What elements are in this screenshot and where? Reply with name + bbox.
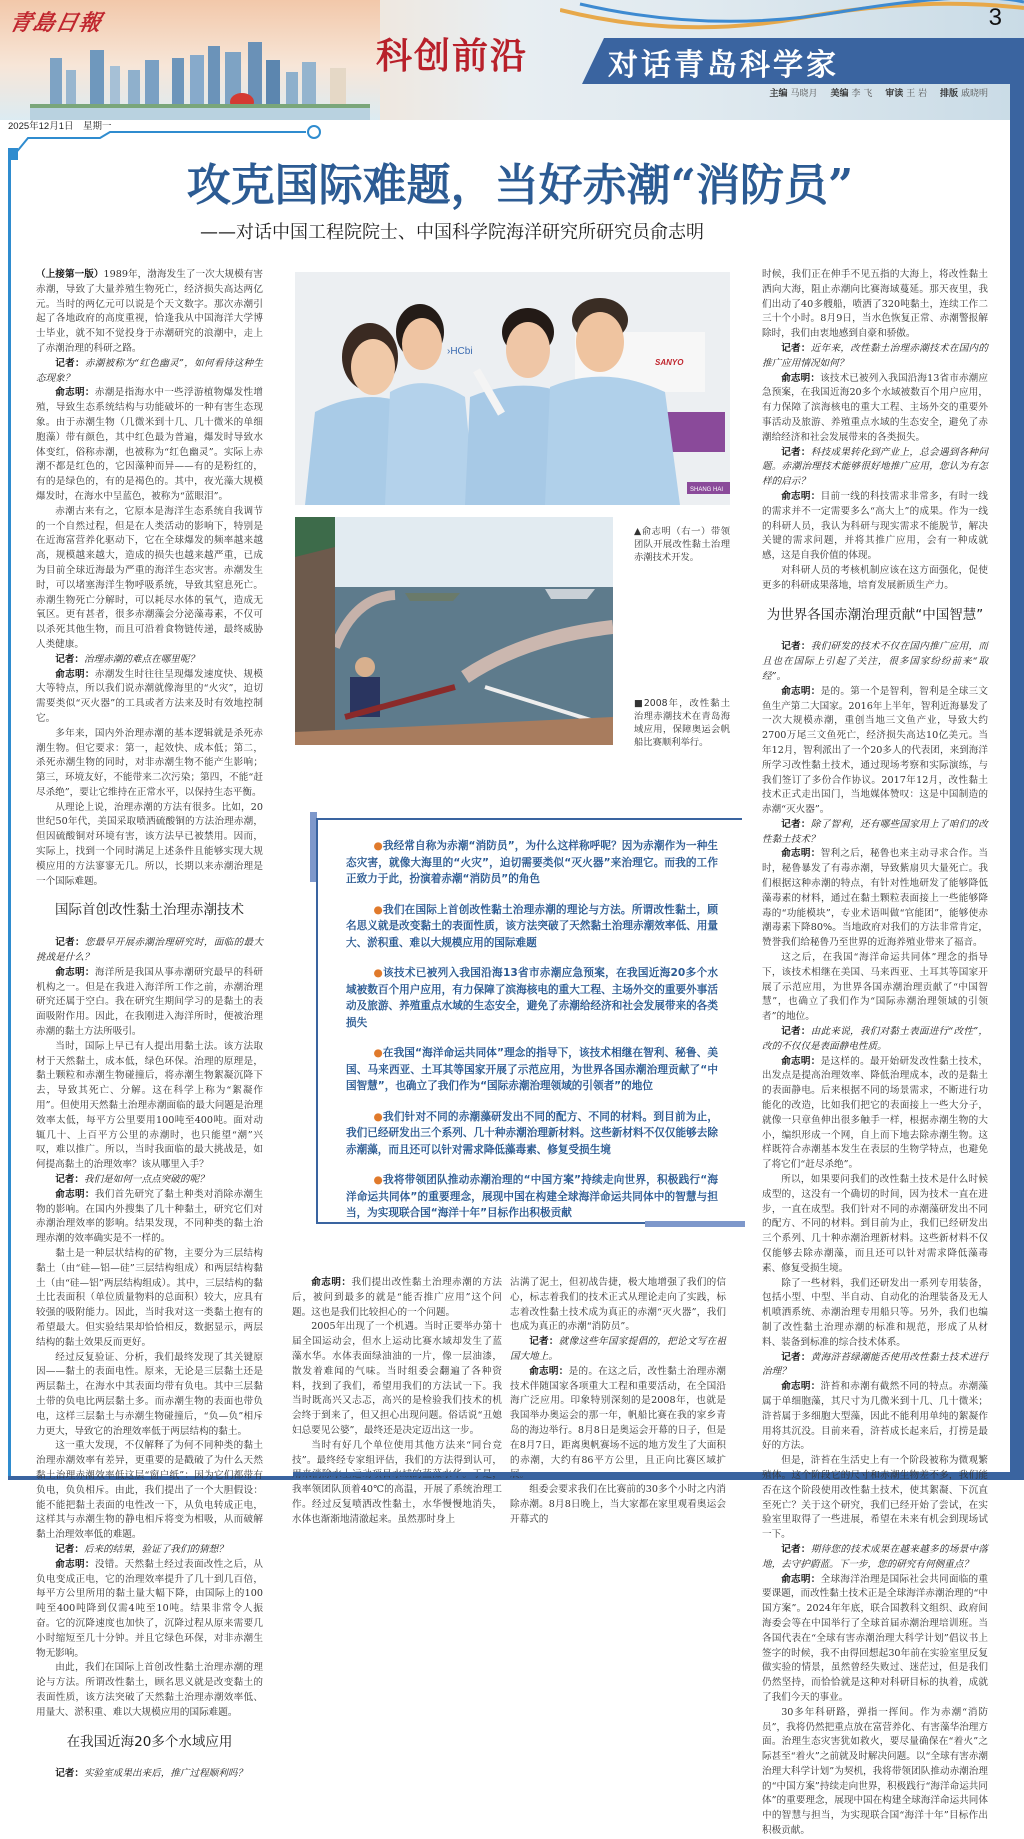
answer — [762, 490, 988, 564]
paragraph: 这一重大发现，不仅解释了为何不同种类的黏土治理赤潮效率有差异，更重要的是戳破了为什么天然黏土治理赤潮效率低这层“窗户纸”：因为它们都带有负电，负负相斥。由此，我们提出了一个大胆假设：能不能把黏土表面的电性改一下，从负电转成正电，这样其与赤潮生物的静电相斥将变为相吸，从而破解黏土治理效率低的难题。 — [36, 1440, 263, 1541]
answer-text: 海洋所是我国从事赤潮研究最早的科研机构之一。但是在我进入海洋所工作之前，赤潮治理研究还属于空白。我在研究生期间学习的是黏土的表面吸附作用。因此，在我刚进入海洋所时，便被治理赤潮的黏土方法所吸引。 — [36, 966, 264, 1038]
reporter-question — [36, 1767, 263, 1782]
pullquote-item — [346, 1172, 718, 1222]
paragraph: 2005年出现了一个机遇。当时正要举办第十届全国运动会，但水上运动比赛水域却发生了蓝藻水华。水体表面绿油油的一片，像一层油漆，散发着难闻的气味。当时组委会翻遍了各种资料，找到了我们，希望用我们的方法试一下。我当时既高兴又忐忑，高兴的是检验我们技术的机会终于到来了，但又担心出现问题。俗话说“丑媳妇总要见公婆”，最终还是决定迈出这一步。 — [292, 1321, 502, 1436]
answer-text: 是这样的。最开始研发改性黏土技术，出发点是提高治理效率、降低治理成本，改的是黏土的表面静电。后来根据不同的场景需求，不断进行功能化的改造，比如我们把它的表面接上一些大分子，就像一只章鱼伸出很多触手一样，根据赤潮生物的大小，编织形成一个网，自上而下地去除赤潮生物。这样既符合赤潮基本发生在表层的生物学特点，也避免了将它们“赶尽杀绝”。 — [762, 1055, 989, 1171]
answer-text: 没错。天然黏土经过表面改性之后，从负电变成正电，它的治理效率提升了几十到几百倍，每平方公里所用的黏土量大幅下降，由国际上的100吨至400吨降到仅需4吨至10吨。结果非常令人振奋。它的沉降速度也加快了，沉降过程从原来需要几小时缩短至几十分钟。并且它绿色环保，对非赤潮生物无影响。 — [36, 1558, 264, 1659]
pullquote-text: 该技术已被列入我国沿海13省市赤潮应急预案，在我国近海20多个水域被数百个用户应用，有力保障了滨海核电的重大工程、主场外交的重要外事活动及旅游、养殖重点水域的生态安全，避免了赤潮给经济和社会发展带来的各类损失 — [346, 967, 718, 1029]
reporter-question — [36, 1543, 263, 1558]
answer-text: 我们首先研究了黏土种类对消除赤潮生物的影响。在国内外搜集了几十种黏土，研究它们对赤潮治理效率的影响。结果发现，不同种类的黏土治理赤潮的效率确实是不一样的。 — [36, 1188, 264, 1245]
left-page-border — [8, 150, 11, 1477]
boat-spraying-photo — [295, 517, 613, 745]
paragraph: 沾满了泥土，但初战告捷，极大地增强了我们的信心，标志着我们的技术正式从理论走向了实践，标志着改性黏土技术成为真正的赤潮“灭火器”，我们也成为真正的赤潮“消防员”。 — [510, 1277, 726, 1333]
reporter-label: 记者： — [55, 1543, 84, 1555]
pullquote-item — [346, 838, 718, 888]
answer — [762, 372, 988, 446]
reporter-question — [762, 342, 988, 372]
interviewee-label: 俞志明： — [55, 668, 95, 680]
question-text: 赤潮被称为“红色幽灵”，如何看待这种生态现象？ — [36, 357, 263, 384]
answer — [762, 847, 988, 951]
reporter-question — [762, 446, 988, 490]
paragraph: 黏土是一种层状结构的矿物，主要分为三层结构黏土（由“硅—铝—硅”三层结构组成）和两层结构黏土（由“硅—铝”两层结构组成）。其中，三层结构的黏土比表面积（单位质量物料的总面积）较大，应具有较强的吸附能力。因此，当时我对这一类黏土抱有的希望最大。但实验结果却恰恰相反，数据显示，两层结构的黏土效果反而更好。 — [36, 1248, 263, 1348]
question-text: 由此来说，我们对黏土表面进行“改性”，改的不仅仅是表面静电性质。 — [762, 1026, 988, 1052]
reporter-label: 记者： — [55, 653, 84, 665]
interviewee-label: 俞志明： — [781, 372, 821, 384]
pullquote-text: 我们针对不同的赤潮藻研发出不同的配方、不同的材料。到目前为止，我们已经研发出三个系列、几十种赤潮治理新材料。这些新材料不仅仅能够去除赤潮藻，而且还可以针对需求降低藻毒素、修复受损生境 — [346, 1110, 718, 1156]
paragraph — [36, 268, 263, 357]
answer-text: 全球海洋治理是国际社会共同面临的重要课题，而改性黏土技术正是全球海洋赤潮治理的“中国方案”。2024年年底，联合国教科文组织、政府间海委会等在中国举行了全球首届赤潮治理培训班。当各国代表在“全球有害赤潮治理大科学计划”倡议书上签字的时候，我不由得回想起30年前在实验室里反复做实验的情景，虽然曾经失败过、迷茫过，但是我们仍然坚持，而恰恰就是这种对科研目标的执着，成就了我们今天的事业。 — [762, 1573, 989, 1703]
reporter-label: 记者： — [781, 1026, 811, 1038]
lab-scene-illustration — [295, 272, 730, 505]
section-subtitle: 对话青岛科学家 — [608, 48, 839, 83]
paragraph: 时候，我们正在伸手不见五指的大海上，将改性黏土洒向大海，阻止赤潮向比赛海域蔓延。那天夜里，我们出动了40多艘船，喷洒了320吨黏土，连续工作二三十个小时。8月9日，当水色恢复正常、赤潮警报解除时，我们由衷地感到自豪和骄傲。 — [762, 269, 988, 340]
interviewee-label: 俞志明： — [781, 1573, 821, 1585]
question-text: 期待您的技术成果在越来越多的场景中落地，去守护蔚蓝。下一步，您的研究有何侧重点？ — [762, 1543, 989, 1570]
section-heading: 在我国近海20多个水域应用 — [66, 1733, 233, 1750]
interviewee-label: 俞志明： — [781, 1055, 821, 1067]
interviewee-label: 俞志明： — [781, 848, 821, 860]
reporter-question — [36, 357, 263, 387]
reporter-question — [762, 1351, 988, 1381]
pullquote-text: 我经常自称为赤潮“消防员”，为什么这样称呼呢？因为赤潮作为一种生态灾害，就像大海里的“火灾”，迫切需要类似“灭火器”来治理它。而我的工作正致力于此，扮演着赤潮“消防员”的角色 — [346, 840, 718, 885]
credit-name: 王 岩 — [906, 89, 928, 99]
pullquote-item — [346, 1045, 718, 1095]
answer — [510, 1365, 726, 1483]
credit-role: 审读 — [885, 89, 904, 99]
pullquote-text: 我们在国际上首创改性黏土治理赤潮的理论与方法。所谓改性黏土，顾名思义就是改变黏土的表面性质，该方法突破了天然黏土治理赤潮效率低、用量大、淤积重、难以大规模应用的国际难题 — [346, 903, 718, 949]
lab-sign-text: ›HCbi — [447, 346, 473, 357]
answer — [36, 966, 263, 1040]
article-column-2a — [292, 1276, 502, 1528]
interviewee-label: 俞志明： — [529, 1365, 569, 1377]
paragraph: 经过反复验证、分析，我们最终发现了其关键原因——黏土的表面电性。原来，无论是三层黏土还是两层黏土，在海水中其表面均带有负电。其中三层黏土带的负电比两层黏土多。而赤潮生物的表面也带负电，这样三层黏土与赤潮生物碰撞后，“负—负”相斥力更大，导致它的治理效率低于两层结构的黏土。 — [36, 1351, 263, 1437]
question-text: 黄海浒苔绿潮能否使用改性黏土技术进行治理？ — [762, 1351, 989, 1378]
reporter-label: 记者： — [781, 641, 811, 653]
paragraph: 组委会要求我们在比赛前的30多个小时之内消除赤潮。8月8日晚上，当大家都在家里观看奥运会开幕式的 — [510, 1484, 726, 1525]
bullet-icon: ● — [373, 967, 384, 979]
paragraph: 多年来，国内外治理赤潮的基本逻辑就是杀死赤潮生物。但它要求：第一，起效快、成本低；第二，杀死赤潮生物的同时，对非赤潮生物不能产生影响；第三，环境友好，不能带来二次污染；第四，不能“赶尽杀绝”，要让它维持在正常水平，以保持生态平衡。 — [36, 727, 263, 798]
interviewee-label: 俞志明： — [781, 1381, 821, 1393]
article-column-1 — [36, 268, 263, 1782]
reporter-label: 记者： — [55, 1768, 84, 1780]
credit-role: 美编 — [830, 89, 849, 99]
paragraph: 由此，我们在国际上首创改性黏土治理赤潮的理论与方法。所谓改性黏土，顾名思义就是改变黏土的表面性质，该方法突破了天然黏土治理赤潮效率低、用量大、淤积重、难以大规模应用的国际难题。 — [36, 1662, 263, 1718]
bullet-icon: ● — [373, 1110, 384, 1123]
pullquote-item — [346, 1109, 718, 1159]
answer — [762, 1573, 988, 1706]
reporter-question — [762, 1025, 988, 1055]
answer-text: 我们提出改性黏土治理赤潮的方法后，被问到最多的就是“能否推广应用”这个问题。这也是我们比较担心的一个问题。 — [292, 1277, 503, 1318]
article-headline: 攻克国际难题，当好赤潮“消防员” — [186, 160, 854, 211]
reporter-label: 记者： — [781, 342, 811, 354]
paragraph: 所以，如果要问我们的改性黏土技术是什么时候成型的，这没有一个确切的时间，因为技术一直在进步，一直在成型。我们针对不同的赤潮藻研发出不同的配方、不同的材料。到目前为止，我们已经研发出三个系列、几十种赤潮治理新材料。这些新材料不仅仅能够去除赤潮藻，而且还可以针对需求降低藻毒素、修复受损生境。 — [762, 1174, 988, 1274]
question-text: 除了智利，还有哪些国家用上了咱们的改性黏土技术？ — [762, 818, 989, 845]
reporter-question — [36, 1173, 263, 1188]
question-text: 治理赤潮的难点在哪里呢？ — [83, 653, 200, 665]
question-text: 实验室成果出来后，推广过程顺利吗？ — [83, 1768, 248, 1780]
question-text: 科技成果转化到产业上，总会遇到各种问题。赤潮治理技术能够很好地推广应用，您认为有怎样的启示？ — [762, 446, 989, 488]
reporter-label: 记者： — [781, 1543, 811, 1555]
answer-text: 赤潮是指海水中一些浮游植物爆发性增殖，导致生态系统结构与功能破坏的一种有害生态现象。由于赤潮生物（几微米到十几、几十微米的单细胞藻）带有颜色，其中红色最为普遍，爆发时导致水体变红，俗称赤潮，也被称为“红色幽灵”。实际上赤潮不都是红色的，它因藻种而异——有的是粉红的，有的是绿色的，有的是褐色的。其中，夜光藻大规模爆发时，在海水中呈蓝色，被称为“蓝眼泪”。 — [36, 387, 264, 502]
reporter-label: 记者： — [55, 937, 85, 949]
pullquote-list — [346, 838, 718, 1236]
question-text: 近年来，改性黏土治理赤潮技术在国内的推广应用情况如何？ — [762, 342, 989, 369]
credit-name: 李 飞 — [851, 89, 873, 99]
pullquote-item — [346, 902, 718, 952]
interviewee-label: 俞志明： — [55, 966, 95, 978]
reporter-label: 记者： — [55, 357, 85, 369]
answer — [36, 1558, 263, 1662]
question-text: 我们是如何一点点突破的呢？ — [83, 1174, 209, 1186]
answer — [36, 386, 263, 504]
paragraph: 除了一些材料，我们还研发出一系列专用装备，包括小型、中型、半自动、自动化的治理装备及无人机喷洒系统、赤潮治理专用船只等。另外，我们也编制了改性黏土治理赤潮的标准和规范，形成了从材料、装备到标准的综合技术体系。 — [762, 1277, 988, 1348]
reporter-question — [36, 653, 263, 668]
interviewee-label: 俞志明： — [781, 685, 821, 697]
article-subheadline: ——对话中国工程院院士、中国科学院海洋研究所研究员俞志明 — [200, 222, 704, 243]
page-number: 3 — [988, 4, 1002, 31]
reporter-question — [762, 818, 988, 848]
answer-text: 目前一线的科技需求非常多，有时一线的需求并不一定需要多么“高大上”的成果。作为一线的科研人员，我认为科研与现实需求不能脱节，解决关键的需求问题，并将其推广应用，会有一种成就感，这是自我价值的体现。 — [762, 490, 989, 562]
answer-text: 是的。第一个是智利，智利是全球三文鱼生产第二大国家。2016年上半年，智利近海暴发了一次大规模赤潮，重创当地三文鱼产业，导致大约2700万尾三文鱼死亡，经济损失高达10亿美元。当年12月，智利派出了一个20多人的代表团，来到海洋所学习改性黏土技术，通过现场考察和实际演练，与我们签订了多份合作协议。2017年12月，改性黏土技术正式走出国门，当地媒体赞叹：这是中国制造的赤潮“灭火器”。 — [762, 685, 989, 816]
answer — [762, 1380, 988, 1454]
right-page-border — [1010, 84, 1024, 1479]
pullquote-text: 我将带领团队推动赤潮治理的“中国方案”持续走向世界，积极践行“海洋命运共同体”的重要理念，展现中国在构建全球海洋命运共同体中的智慧与担当，为实现联合国“海洋十年”目标作出积极贡献 — [346, 1174, 718, 1219]
paragraph: 当时，国际上早已有人提出用黏土法。该方法取材于天然黏土，成本低，绿色环保。治理的原理是，黏土颗粒和赤潮生物碰撞后，将赤潮生物絮凝沉降下去，导致其死亡、分解。这在科学上称为“絮凝作用”。但使用天然黏土治理赤潮面临的最大问题是治理效率太低，每平方公里要用100吨至400吨。面对动辄几十、上百平方公里的赤潮时，也只能望“潮”兴叹，难以推广。所以，当时我面临的最大挑战是，如何提高黏土的治理效率？该从哪里入手？ — [36, 1040, 263, 1171]
section-title: 科创前沿 — [376, 35, 529, 77]
circuit-line-decoration — [0, 120, 330, 160]
credit-role: 排版 — [939, 89, 958, 99]
credit-name: 马晓月 — [790, 89, 818, 99]
paragraph: 这之后，在我国“海洋命运共同体”理念的指导下，该技术相继在美国、马来西亚、土耳其等国家开展了示范应用，为世界各国赤潮治理贡献了“中国智慧”，也确立了我们作为“国际赤潮治理领域的引领者”的地位。 — [762, 952, 988, 1023]
reporter-label: 记者： — [781, 446, 811, 458]
reporter-question — [510, 1335, 726, 1365]
answer-text: 智利之后，秘鲁也来主动寻求合作。当时，秘鲁暴发了有毒赤潮，导致紫扇贝大量死亡。我们根据这种赤潮的特点，有针对性地研发了能够降低藻毒素的材料，通过在黏土颗粒表面接上一些能够降毒的“功能模块”，专业术语叫做“官能团”，能够使赤潮毒素下降80%。当地政府对我们的方法非常肯定，赞誉我们给秘鲁乃至世界的近海养殖业带来了福音。 — [762, 848, 989, 949]
credit-name: 戚晓明 — [960, 89, 988, 99]
credit-role: 主编 — [769, 89, 788, 99]
paragraph: 但是，浒苔在生活史上有一个阶段被称为微观繁殖体。这个阶段它的尺寸和赤潮生物差不多，我们能否在这个阶段使用改性黏土技术，使其絮凝、下沉直至死亡？关于这个研究，我们已经开始了尝试，在实验室里取得了一些进展，希望在未来有机会到现场试一下。 — [762, 1455, 988, 1541]
bullet-icon: ● — [373, 840, 383, 852]
question-text: 我们研发的技术不仅在国内推广应用，而且也在国际上引起了关注，很多国家纷纷前来“取经”。 — [762, 641, 989, 682]
answer — [762, 1055, 988, 1173]
issue-date: 2025年12月1日 星期一 — [8, 121, 112, 132]
sea-scene-illustration — [295, 517, 613, 745]
paragraph: 赤潮古来有之，它原本是海洋生态系统自我调节的一个自然过程，但是在人类活动的影响下，特别是在近海富营养化驱动下，它在全球爆发的频率越来越高，规模越来越大，造成的损失也越来越严重，已成为目前全球近海最为严重的海洋生态灾害。赤潮发生时，可以堵塞海洋生物呼吸系统，导致其窒息死亡。赤潮生物死亡分解时，可以耗尽水体的氧气，造成无氧区。更有甚者，很多赤潮藻会分泌藻毒素，不仅可以杀死其他生物，而且可沿着食物链传递，最终威胁人类健康。 — [36, 505, 263, 650]
paragraph: 从理论上说，治理赤潮的方法有很多。比如，20世纪50年代，美国采取喷洒硫酸铜的方法治理赤潮，但因硫酸铜对环境有害，该方法早已被禁用。因而，实际上，找到一个同时满足上述条件且能够实现大规模应用的方法寥寥无几。所以，长期以来赤潮治理是一个国际难题。 — [36, 801, 263, 887]
question-text: 后来的结果，验证了我们的猜想？ — [83, 1543, 228, 1555]
photo-caption: ▲俞志明（右一）带领团队开展改性黏土治理赤潮技术开发。 — [634, 526, 730, 563]
reporter-question — [762, 1543, 988, 1573]
paragraph: 对科研人员的考核机制应该在这方面强化，促使更多的科研成果落地，培育发展新质生产力。 — [762, 564, 988, 591]
continued-from-label: （上接第一版） — [36, 269, 104, 280]
answer-text: 是的。在这之后，改性黏土治理赤潮技术伴随国家各项重大工程和重要活动，在全国沿海广泛应用。印象特别深刻的是2008年，也就是我国举办奥运会的那一年，帆船比赛在我的家乡青岛的海边举行。8月8日是奥运会开幕的日子，但是在8月7日，距离奥帆赛场不远的地方发生了大面积的赤潮，大约有86平方公里，且正向比赛区域扩 — [510, 1365, 727, 1466]
reporter-label: 记者： — [55, 1174, 84, 1186]
reporter-label: 记者： — [529, 1336, 559, 1348]
editor-credits — [770, 86, 998, 99]
answer — [292, 1276, 502, 1320]
section-heading: 为世界各国赤潮治理贡献“中国智慧” — [766, 606, 984, 623]
answer-text: 该技术已被列入我国沿海13省市赤潮应急预案，在我国近海20多个水域被数百个用户应用，有力保障了滨海核电的重大工程、主场外交的重要外事活动及旅游、养殖重点水域的生态安全，避免了赤潮给经济和社会发展带来的各类损失。 — [762, 372, 988, 443]
pullquote-item — [346, 965, 718, 1031]
question-text: 您最早开展赤潮治理研究时，面临的最大挑战是什么？ — [36, 937, 264, 964]
answer-text: 赤潮发生时往往呈现爆发速度快、规模大等特点，所以我们说赤潮就像海里的“火灾”，迫切需要类似“灭火器”的工具或者方法来及时有效地控制它。 — [36, 668, 264, 724]
lab-team-photo — [295, 272, 730, 505]
lab-sign-text: SHANG HAI — [690, 487, 724, 493]
interviewee-label: 俞志明： — [55, 1188, 95, 1200]
interviewee-label: 俞志明： — [55, 1558, 95, 1570]
article-column-3 — [762, 268, 988, 1839]
interviewee-label: 俞志明： — [781, 490, 821, 502]
section-heading: 国际首创改性黏土治理赤潮技术 — [55, 902, 244, 919]
photo-caption: ■2008年，改性黏土治理赤潮技术在青岛海域应用，保障奥运会帆船比赛顺利举行。 — [634, 698, 730, 748]
reporter-label: 记者： — [781, 818, 811, 830]
bullet-icon: ● — [373, 903, 384, 916]
decorative-swoosh — [560, 0, 1024, 40]
article-column-2b — [510, 1276, 726, 1528]
newspaper-logo: 青島日報 — [6, 10, 105, 36]
pullquote-text: 在我国“海洋命运共同体”理念的指导下，该技术相继在智利、秘鲁、美国、马来西亚、土耳其等国家开展了示范应用，为世界各国赤潮治理贡献了“中国智慧”，也确立了我们作为“国际赤潮治理领域的引领者”的地位 — [346, 1047, 718, 1092]
lab-sign-text: SANYO — [655, 358, 684, 367]
paragraph-text: 1989年，渤海发生了一次大规模有害赤潮，导致了大量养殖生物死亡，经济损失高达两亿元。当时的两亿元可以说是个天文数字。那次赤潮引起了各地政府的高度重视，恰逢我从中国海洋大学博士毕业，就不知不觉投身于赤潮研究的浪潮中，走上了赤潮治理的科研之路。 — [36, 269, 263, 354]
interviewee-label: 俞志明： — [311, 1277, 352, 1288]
question-text: 就像这些年国家提倡的，把论文写在祖国大地上。 — [510, 1336, 727, 1362]
answer-text: 浒苔和赤潮有截然不同的特点。赤潮藻属于单细胞藻，其尺寸为几微米到十几、几十微米；浒苔属于多细胞大型藻，因此不能利用单纯的絮凝作用将其沉没。目前来看，浒苔成长起来后，打捞是最好的方法。 — [762, 1381, 989, 1452]
answer — [36, 668, 263, 727]
answer — [36, 1188, 263, 1247]
paragraph: 当时有好几个单位使用其他方法来“同台竞技”。最终经专家组评估，我们的方法得到认可， 我率领团队顶着40℃的高温，开展了系统治理工作。经过反复喷洒改性黏土，水华慢慢地消失，水体也渐渐地清澈起来。虽然那时身上 — [292, 1439, 502, 1525]
paragraph: 30多年科研路，弹指一挥间。作为赤潮“消防员”，我将仍然把重点放在富营养化、有害藻华治理方面。治理生态灾害犹如救火，要尽量确保在“着火”之际甚至“着火”之前就及时解决问题。以“全球有害赤潮治理大科学计划”为契机，我将带领团队推动赤潮治理的“中国方案”持续走向世界，积极践行“海洋命运共同体”的重要理念，展现中国在构建全球海洋命运共同体中的智慧与担当，为实现联合国“海洋十年”目标作出积极贡献。 — [762, 1706, 988, 1837]
reporter-question — [762, 640, 988, 684]
interviewee-label: 俞志明： — [55, 387, 95, 399]
reporter-label: 记者： — [781, 1351, 811, 1363]
reporter-question — [36, 936, 263, 966]
answer — [762, 685, 988, 818]
bullet-icon: ● — [373, 1047, 383, 1059]
bullet-icon: ● — [373, 1174, 384, 1186]
